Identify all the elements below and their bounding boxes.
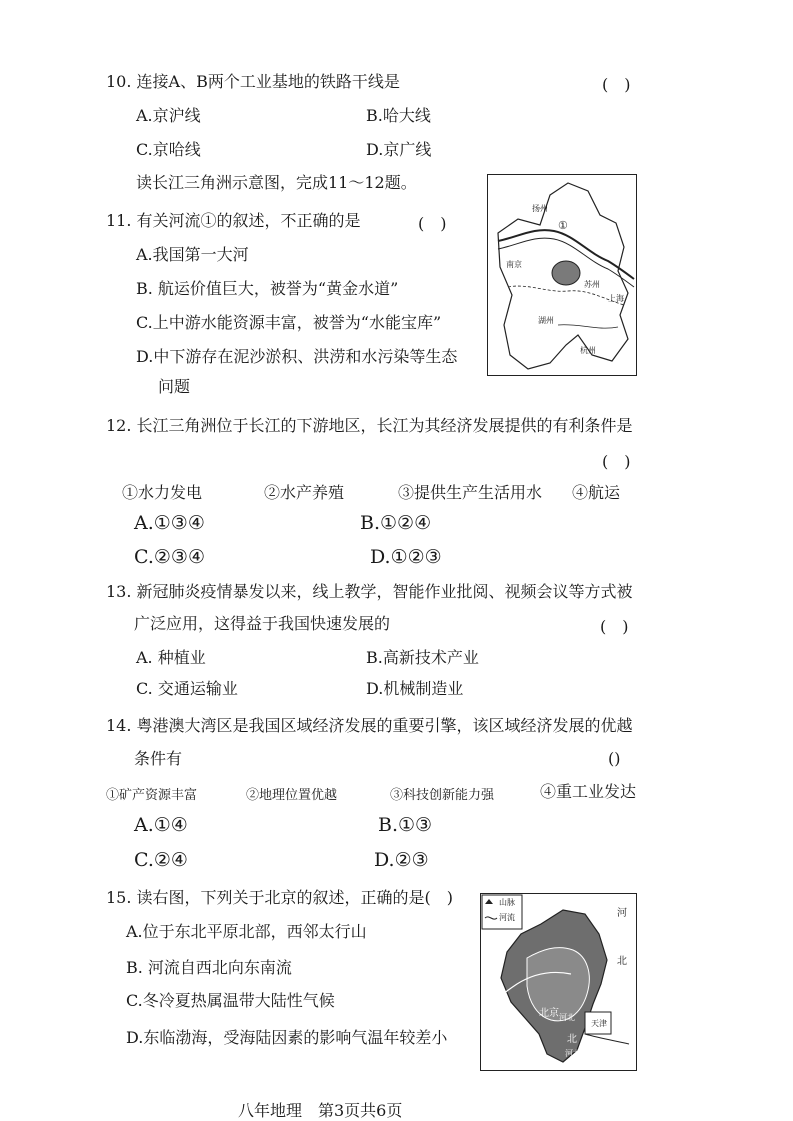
map1-label-river-1: ① <box>558 219 568 232</box>
q12-item-2: ②水产养殖 <box>264 483 345 502</box>
map2-label-he: 河 <box>617 908 627 919</box>
q14-option-a[interactable]: A.①④ <box>134 814 188 836</box>
q14-item-2: ②地理位置优越 <box>246 788 338 803</box>
map1-label-nanjing: 南京 <box>506 260 522 269</box>
q13-stem-line2: 广泛应用，这得益于我国快速发展的 <box>134 614 391 633</box>
q11-answer-paren[interactable]: ( ) <box>418 214 447 233</box>
q12-item-1: ①水力发电 <box>122 483 203 502</box>
q11-option-d-cont: 问题 <box>158 377 191 396</box>
yangtze-delta-map <box>487 174 637 376</box>
q11-option-b[interactable]: B. 航运价值巨大，被誉为“黄金水道” <box>136 279 399 298</box>
page-footer: 八年地理 第3页共6页 <box>238 1101 403 1120</box>
q15-option-d[interactable]: D.东临渤海，受海陆因素的影响气温年较差小 <box>126 1028 448 1047</box>
q13-answer-paren[interactable]: ( ) <box>600 617 629 636</box>
q10-answer-paren[interactable]: ( ) <box>602 75 631 94</box>
q12-option-d[interactable]: D.①②③ <box>370 546 442 568</box>
q14-stem-line2: 条件有 <box>134 749 183 768</box>
q10-stem: 10. 连接A、B两个工业基地的铁路干线是 <box>106 72 400 91</box>
q14-option-c[interactable]: C.②④ <box>134 849 188 871</box>
q11-option-c[interactable]: C.上中游水能资源丰富，被誉为“水能宝库” <box>136 313 442 332</box>
q12-item-4: ④航运 <box>572 483 621 502</box>
q13-option-c[interactable]: C. 交通运输业 <box>136 679 238 698</box>
map1-label-huzhou: 湖州 <box>538 316 554 325</box>
q14-item-1: ①矿产资源丰富 <box>106 788 198 803</box>
q14-stem-line1: 14. 粤港澳大湾区是我国区域经济发展的重要引擎，该区域经济发展的优越 <box>106 716 633 735</box>
map2-label-bei-1: 北 <box>617 956 627 967</box>
q15-option-b[interactable]: B. 河流自西北向东南流 <box>126 958 292 977</box>
q13-option-b[interactable]: B.高新技术产业 <box>366 648 479 667</box>
q14-answer-paren[interactable]: () <box>608 749 621 768</box>
q15-option-a[interactable]: A.位于东北平原北部，西邻太行山 <box>126 922 367 941</box>
q13-stem-line1: 13. 新冠肺炎疫情暴发以来，线上教学，智能作业批阅、视频会议等方式被 <box>106 582 633 601</box>
q14-option-b[interactable]: B.①③ <box>378 814 433 836</box>
q12-option-a[interactable]: A.①③④ <box>134 512 205 534</box>
q11-option-d[interactable]: D.中下游存在泥沙淤积、洪涝和水污染等生态 <box>136 347 458 366</box>
map2-legend-river: 河流 <box>499 913 515 922</box>
q10-option-b[interactable]: B.哈大线 <box>366 106 431 125</box>
map2-label-bei-2: 北 <box>567 1034 577 1045</box>
map2-label-tianjin: 天津 <box>591 1019 607 1028</box>
q12-stem: 12. 长江三角洲位于长江的下游地区，长江为其经济发展提供的有利条件是 <box>106 416 633 435</box>
q12-option-c[interactable]: C.②③④ <box>134 546 205 568</box>
q12-answer-paren[interactable]: ( ) <box>602 452 631 471</box>
q13-option-d[interactable]: D.机械制造业 <box>366 679 464 698</box>
map1-label-hangzhou: 杭州 <box>580 346 596 355</box>
q14-option-d[interactable]: D.②③ <box>374 849 429 871</box>
q10-option-c[interactable]: C.京哈线 <box>136 140 201 159</box>
map2-label-hebei-1: 河北 <box>559 1013 575 1022</box>
q13-option-a[interactable]: A. 种植业 <box>136 648 206 667</box>
q15-stem: 15. 读右图，下列关于北京的叙述，正确的是( ) <box>106 888 454 907</box>
map2-label-hebei-2: 河北 <box>565 1049 581 1058</box>
map1-label-shanghai: 上海 <box>608 294 624 303</box>
q11-option-a[interactable]: A.我国第一大河 <box>136 245 249 264</box>
q12-item-3: ③提供生产生活用水 <box>398 483 543 502</box>
q10-option-a[interactable]: A.京沪线 <box>136 106 201 125</box>
q14-item-4: ④重工业发达 <box>540 782 637 801</box>
map1-label-yangzhou: 扬州 <box>532 204 548 213</box>
yangtze-delta-map-svg <box>488 175 636 375</box>
q11-stem: 11. 有关河流①的叙述，不正确的是 <box>106 211 361 230</box>
map2-label-beijing: 北京 <box>539 1008 559 1019</box>
q14-item-3: ③科技创新能力强 <box>390 788 495 803</box>
q15-option-c[interactable]: C.冬冷夏热属温带大陆性气候 <box>126 991 335 1010</box>
q12-option-b[interactable]: B.①②④ <box>360 512 432 534</box>
map2-legend-mountain: 山脉 <box>499 898 515 907</box>
map-intro: 读长江三角洲示意图，完成11～12题。 <box>136 173 417 192</box>
beijing-map <box>480 893 637 1071</box>
map1-label-suzhou: 苏州 <box>584 280 600 289</box>
q10-option-d[interactable]: D.京广线 <box>366 140 432 159</box>
